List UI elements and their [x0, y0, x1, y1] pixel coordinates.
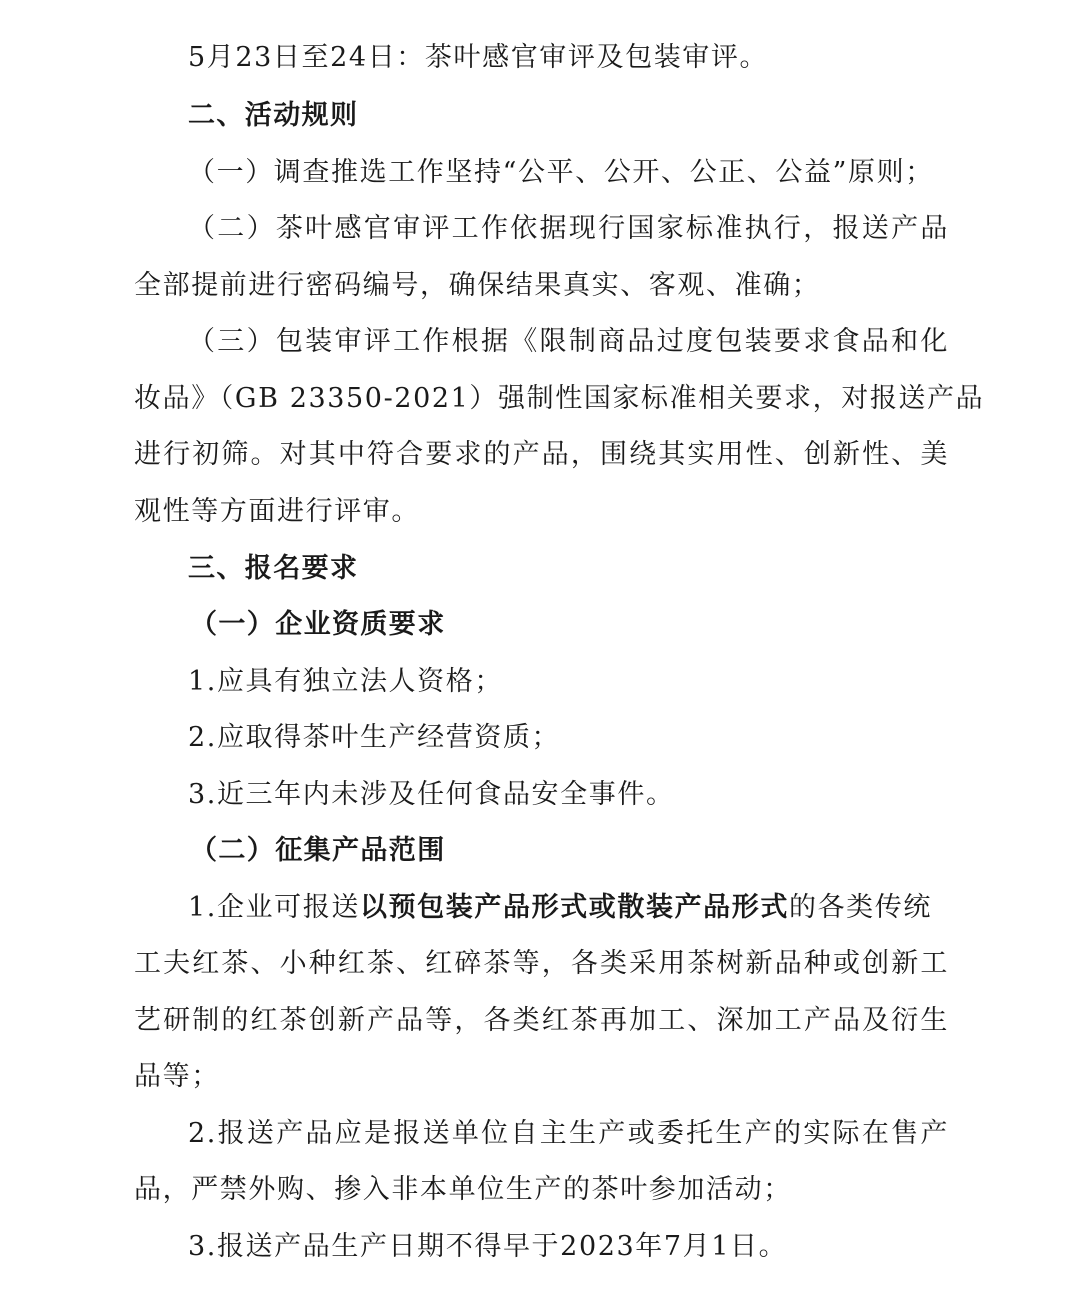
rule-1: （一）调查推选工作坚持“公平、公开、公正、公益”原则；	[188, 157, 934, 188]
rule-3-line-2: 妆品》（GB 23350-2021）强制性国家标准相关要求，对报送产品	[134, 383, 985, 414]
rule-2-line-1: （二）茶叶感官审评工作依据现行国家标准执行，报送产品	[188, 213, 949, 244]
section-heading-rules: 二、活动规则	[188, 100, 359, 131]
scope-1-text-post: 的各类传统	[788, 892, 932, 923]
scope-2-line-1: 2.报送产品应是报送单位自主生产或委托生产的实际在售产	[188, 1118, 949, 1149]
scope-2-line-2: 品，严禁外购、掺入非本单位生产的茶叶参加活动；	[134, 1174, 792, 1205]
qualification-2: 2.应取得茶叶生产经营资质；	[188, 722, 561, 753]
rule-3-line-1: （三）包装审评工作根据《限制商品过度包装要求食品和化	[188, 326, 949, 357]
scope-1-line-1	[188, 888, 949, 928]
qualification-3: 3.近三年内未涉及任何食品安全事件。	[188, 779, 675, 810]
subheading-product-scope: （二）征集产品范围	[190, 835, 446, 866]
scope-3: 3.报送产品生产日期不得早于2023年7月1日。	[188, 1231, 788, 1262]
scope-1-line-4: 品等；	[134, 1061, 220, 1092]
scope-1-text-pre: 1.企业可报送	[188, 892, 360, 923]
rule-2-line-2: 全部提前进行密码编号，确保结果真实、客观、准确；	[134, 270, 821, 301]
scope-1-line-2: 工夫红茶、小种红茶、红碎茶等，各类采用茶树新品种或创新工	[134, 948, 949, 979]
scope-1-emphasis: 以预包装产品形式或散装产品形式	[359, 892, 789, 923]
section-heading-requirements: 三、报名要求	[188, 553, 359, 584]
subheading-qualification: （一）企业资质要求	[190, 609, 446, 640]
qualification-1: 1.应具有独立法人资格；	[188, 666, 503, 697]
rule-3-line-4: 观性等方面进行评审。	[134, 496, 420, 527]
rule-3-line-3: 进行初筛。对其中符合要求的产品，围绕其实用性、创新性、美	[134, 439, 949, 470]
schedule-line: 5月23日至24日：茶叶感官审评及包装审评。	[188, 42, 769, 73]
scope-1-line-3: 艺研制的红茶创新产品等，各类红茶再加工、深加工产品及衍生	[134, 1005, 949, 1036]
